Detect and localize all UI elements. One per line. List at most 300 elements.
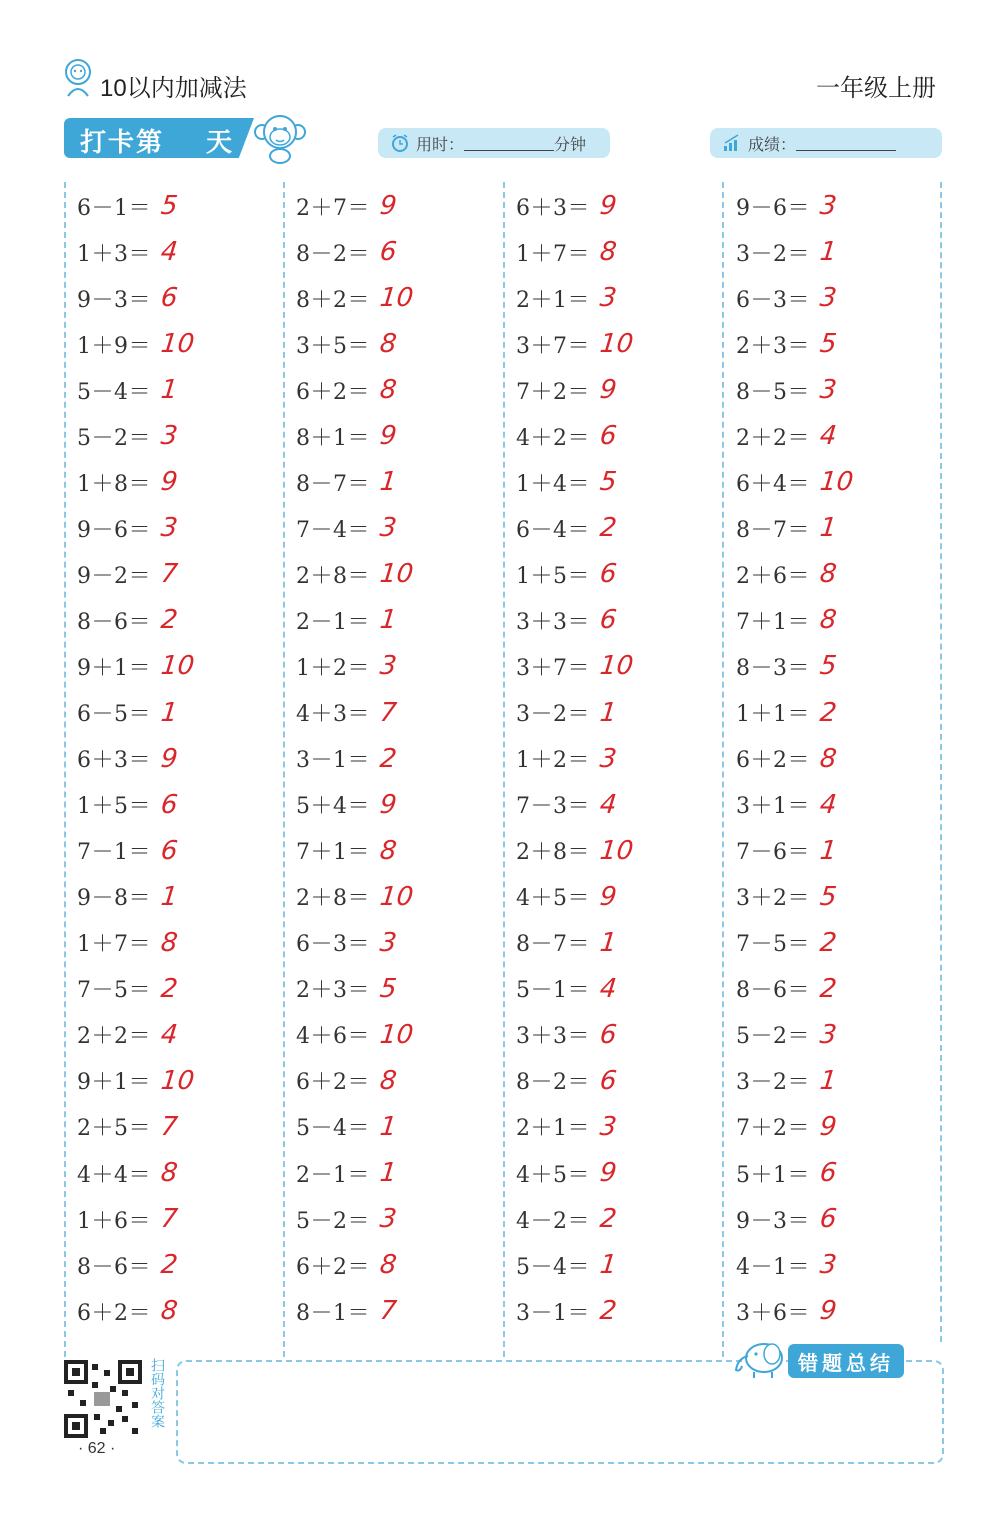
handwritten-answer[interactable]: 2: [818, 927, 839, 958]
problem-expression: 3＋3＝: [516, 609, 590, 635]
problem-row: [516, 229, 726, 275]
problem-row: [296, 782, 506, 828]
handwritten-answer[interactable]: 8: [378, 1250, 399, 1281]
problem-expression: 5＋1＝: [736, 1162, 810, 1188]
handwritten-answer[interactable]: 3: [818, 191, 839, 222]
problem-expression: 4＋5＝: [516, 1162, 590, 1188]
handwritten-answer[interactable]: 8: [818, 605, 839, 636]
handwritten-answer[interactable]: 7: [159, 1111, 180, 1142]
handwritten-answer[interactable]: 2: [598, 513, 619, 544]
handwritten-answer[interactable]: 8: [159, 1296, 180, 1327]
problem-expression: 2＋3＝: [296, 978, 370, 1004]
handwritten-answer[interactable]: 10: [598, 329, 635, 360]
problem-expression: 4－1＝: [736, 1254, 810, 1280]
handwritten-answer[interactable]: 8: [378, 835, 399, 866]
problem-expression: 9－8＝: [77, 886, 151, 912]
handwritten-answer[interactable]: 1: [159, 881, 180, 912]
handwritten-answer[interactable]: 1: [598, 697, 619, 728]
handwritten-answer[interactable]: 3: [378, 1204, 399, 1235]
problem-column-4: [736, 183, 946, 1334]
handwritten-answer[interactable]: 10: [818, 467, 855, 498]
problem-expression: 4＋6＝: [296, 1024, 370, 1050]
handwritten-answer[interactable]: 7: [159, 559, 180, 590]
problem-expression: 5－4＝: [516, 1254, 590, 1280]
scan-for-answers-label: 扫码对答案: [150, 1358, 166, 1428]
problem-expression: 4＋5＝: [516, 886, 590, 912]
book-title: 10以内加减法: [100, 75, 247, 102]
grade-label: 一年级上册: [816, 75, 936, 102]
problem-row: [516, 1058, 726, 1104]
problem-row: [296, 690, 506, 736]
handwritten-answer[interactable]: 1: [159, 375, 180, 406]
problem-row: [77, 782, 287, 828]
problem-expression: 1＋2＝: [516, 748, 590, 774]
problem-expression: 3＋2＝: [736, 886, 810, 912]
handwritten-answer[interactable]: 10: [159, 651, 196, 682]
problem-row: [77, 1104, 287, 1150]
problem-row: [736, 321, 946, 367]
problem-expression: 2＋5＝: [77, 1116, 151, 1142]
handwritten-answer[interactable]: 9: [818, 1111, 839, 1142]
handwritten-answer[interactable]: 1: [818, 237, 839, 268]
time-field[interactable]: [378, 128, 610, 158]
problem-row: [296, 597, 506, 643]
problem-row: [516, 966, 726, 1012]
problem-expression: 4－2＝: [516, 1208, 590, 1234]
problem-expression: 1＋5＝: [516, 563, 590, 589]
problem-row: [296, 321, 506, 367]
problem-row: [736, 229, 946, 275]
handwritten-answer[interactable]: 1: [818, 835, 839, 866]
problem-row: [296, 183, 506, 229]
problem-expression: 8－5＝: [736, 379, 810, 405]
problem-expression: 2＋1＝: [516, 287, 590, 313]
problem-row: [296, 367, 506, 413]
problem-expression: 7－5＝: [77, 978, 151, 1004]
problem-row: [736, 459, 946, 505]
handwritten-answer[interactable]: 9: [159, 467, 180, 498]
problem-column-2: [296, 183, 506, 1334]
handwritten-answer[interactable]: 2: [598, 1204, 619, 1235]
problem-row: [516, 551, 726, 597]
problem-expression: 7＋1＝: [736, 609, 810, 635]
problem-expression: 2＋2＝: [736, 425, 810, 451]
handwritten-answer[interactable]: 6: [818, 1158, 839, 1188]
problem-row: [736, 1058, 946, 1104]
problem-row: [516, 183, 726, 229]
problem-expression: 5＋4＝: [296, 794, 370, 820]
problem-expression: 1＋4＝: [516, 471, 590, 497]
problem-expression: 3＋5＝: [296, 333, 370, 359]
handwritten-answer[interactable]: 2: [818, 973, 839, 1004]
problem-expression: 6＋2＝: [77, 1300, 151, 1326]
problem-expression: 8＋1＝: [296, 425, 370, 451]
problem-expression: 1＋1＝: [736, 702, 810, 728]
problem-expression: 6＋2＝: [296, 1254, 370, 1280]
problem-row: [77, 321, 287, 367]
problem-expression: 6－3＝: [296, 932, 370, 958]
problem-row: [516, 321, 726, 367]
problem-expression: 8－1＝: [296, 1300, 370, 1326]
problem-expression: 6＋2＝: [296, 1070, 370, 1096]
day-label: 天: [206, 127, 233, 157]
problem-row: [296, 1288, 506, 1334]
handwritten-answer[interactable]: 5: [598, 467, 619, 498]
handwritten-answer[interactable]: 10: [378, 283, 415, 314]
handwritten-answer[interactable]: 6: [159, 283, 180, 314]
problem-expression: 3－2＝: [736, 241, 810, 267]
problem-row: [77, 597, 287, 643]
problem-row: [736, 1150, 946, 1196]
problem-expression: 9＋1＝: [77, 1070, 151, 1096]
problem-row: [736, 183, 946, 229]
monkey-mascot-icon: [252, 112, 310, 164]
time-blank[interactable]: [464, 136, 554, 151]
problem-expression: 5－2＝: [77, 425, 151, 451]
problem-expression: 1＋7＝: [516, 241, 590, 267]
problem-expression: 3＋3＝: [516, 1024, 590, 1050]
problem-expression: 4＋2＝: [516, 425, 590, 451]
problem-expression: 6＋2＝: [296, 379, 370, 405]
problem-expression: 3－2＝: [516, 702, 590, 728]
problem-row: [77, 1012, 287, 1058]
handwritten-answer[interactable]: 9: [598, 191, 619, 222]
handwritten-answer[interactable]: 6: [598, 1019, 619, 1050]
problem-row: [296, 275, 506, 321]
handwritten-answer[interactable]: 3: [159, 513, 180, 544]
problem-expression: 9－6＝: [736, 195, 810, 221]
handwritten-answer[interactable]: 6: [598, 605, 619, 636]
mistake-summary-label: 错题总结: [788, 1344, 904, 1378]
problem-row: [77, 828, 287, 874]
handwritten-answer[interactable]: 4: [818, 421, 839, 452]
problem-row: [77, 643, 287, 689]
handwritten-answer[interactable]: 1: [598, 927, 619, 958]
problem-row: [516, 1012, 726, 1058]
handwritten-answer[interactable]: 6: [159, 835, 180, 866]
problem-row: [736, 597, 946, 643]
problem-expression: 3＋7＝: [516, 333, 590, 359]
handwritten-answer[interactable]: 9: [818, 1296, 839, 1327]
handwritten-answer[interactable]: 2: [598, 1296, 619, 1327]
problem-expression: 6＋2＝: [736, 748, 810, 774]
problem-expression: 5－2＝: [736, 1024, 810, 1050]
checkin-label: 打卡第: [80, 127, 165, 157]
score-chart-icon: [722, 133, 742, 153]
problem-row: [77, 413, 287, 459]
problem-row: [296, 1058, 506, 1104]
problem-row: [736, 275, 946, 321]
handwritten-answer[interactable]: 8: [159, 927, 180, 958]
handwritten-answer[interactable]: 2: [818, 697, 839, 728]
handwritten-answer[interactable]: 6: [159, 789, 180, 820]
problem-expression: 3－1＝: [516, 1300, 590, 1326]
handwritten-answer[interactable]: 7: [159, 1204, 180, 1235]
qr-code-icon[interactable]: [64, 1360, 142, 1438]
time-label: 用时：: [416, 136, 465, 154]
problem-expression: 8－7＝: [736, 517, 810, 543]
handwritten-answer[interactable]: 8: [598, 237, 619, 268]
handwritten-answer[interactable]: 8: [378, 375, 399, 406]
handwritten-answer[interactable]: 9: [378, 789, 399, 820]
problem-expression: 7＋2＝: [736, 1116, 810, 1142]
problem-row: [516, 920, 726, 966]
problem-expression: 3＋1＝: [736, 794, 810, 820]
problem-row: [296, 551, 506, 597]
problem-row: [736, 1012, 946, 1058]
handwritten-answer[interactable]: 2: [378, 743, 399, 774]
handwritten-answer[interactable]: 5: [159, 191, 180, 222]
handwritten-answer[interactable]: 3: [598, 743, 619, 774]
handwritten-answer[interactable]: 1: [378, 467, 399, 498]
handwritten-answer[interactable]: 5: [818, 651, 839, 682]
handwritten-answer[interactable]: 1: [818, 513, 839, 544]
handwritten-answer[interactable]: 3: [378, 651, 399, 682]
handwritten-answer[interactable]: 9: [598, 881, 619, 912]
handwritten-answer[interactable]: 3: [378, 927, 399, 958]
problem-row: [516, 413, 726, 459]
problem-row: [516, 1196, 726, 1242]
problem-row: [77, 736, 287, 782]
handwritten-answer[interactable]: 1: [378, 1111, 399, 1142]
problem-row: [77, 367, 287, 413]
handwritten-answer[interactable]: 5: [818, 329, 839, 360]
problem-expression: 9－6＝: [77, 517, 151, 543]
problem-expression: 2－1＝: [296, 609, 370, 635]
handwritten-answer[interactable]: 10: [598, 651, 635, 682]
score-field[interactable]: [710, 128, 942, 158]
problem-expression: 8－3＝: [736, 655, 810, 681]
handwritten-answer[interactable]: 1: [378, 605, 399, 636]
problem-expression: 2＋8＝: [296, 886, 370, 912]
problem-row: [296, 1196, 506, 1242]
problem-expression: 2＋1＝: [516, 1116, 590, 1142]
problem-expression: 2＋3＝: [736, 333, 810, 359]
handwritten-answer[interactable]: 6: [378, 237, 399, 268]
alarm-clock-icon: [390, 133, 410, 153]
problem-row: [516, 597, 726, 643]
handwritten-answer[interactable]: 4: [598, 973, 619, 1004]
handwritten-answer[interactable]: 3: [598, 283, 619, 314]
problem-row: [77, 229, 287, 275]
handwritten-answer[interactable]: 8: [818, 559, 839, 590]
handwritten-answer[interactable]: 8: [159, 1158, 180, 1188]
handwritten-answer[interactable]: 4: [818, 789, 839, 820]
handwritten-answer[interactable]: 6: [598, 559, 619, 590]
handwritten-answer[interactable]: 3: [818, 1019, 839, 1050]
handwritten-answer[interactable]: 10: [159, 329, 196, 360]
problem-row: [296, 828, 506, 874]
problem-expression: 1＋6＝: [77, 1208, 151, 1234]
handwritten-answer[interactable]: 4: [598, 789, 619, 820]
problem-expression: 7－1＝: [77, 840, 151, 866]
handwritten-answer[interactable]: 2: [159, 1250, 180, 1281]
problem-row: [516, 828, 726, 874]
lion-logo-icon: [60, 58, 96, 98]
handwritten-answer[interactable]: 6: [818, 1204, 839, 1235]
handwritten-answer[interactable]: 6: [598, 421, 619, 452]
handwritten-answer[interactable]: 10: [598, 835, 635, 866]
handwritten-answer[interactable]: 8: [378, 1065, 399, 1096]
problem-expression: 7＋2＝: [516, 379, 590, 405]
handwritten-answer[interactable]: 7: [378, 1296, 399, 1327]
problem-row: [736, 1196, 946, 1242]
problem-row: [77, 275, 287, 321]
handwritten-answer[interactable]: 8: [378, 329, 399, 360]
handwritten-answer[interactable]: 3: [598, 1111, 619, 1142]
problem-row: [296, 736, 506, 782]
problem-expression: 2＋8＝: [296, 563, 370, 589]
problem-row: [77, 459, 287, 505]
problem-expression: 3＋6＝: [736, 1300, 810, 1326]
problem-row: [516, 1288, 726, 1334]
handwritten-answer[interactable]: 9: [598, 1158, 619, 1188]
handwritten-answer[interactable]: 9: [378, 191, 399, 222]
problem-expression: 8－2＝: [516, 1070, 590, 1096]
handwritten-answer[interactable]: 9: [378, 421, 399, 452]
handwritten-answer[interactable]: 7: [378, 697, 399, 728]
problem-row: [77, 505, 287, 551]
problem-expression: 6－1＝: [77, 195, 151, 221]
problem-row: [516, 459, 726, 505]
problem-row: [736, 413, 946, 459]
handwritten-answer[interactable]: 1: [818, 1065, 839, 1096]
problem-row: [296, 874, 506, 920]
problem-expression: 7－4＝: [296, 517, 370, 543]
handwritten-answer[interactable]: 10: [378, 559, 415, 590]
handwritten-answer[interactable]: 1: [378, 1158, 399, 1188]
problem-expression: 3－1＝: [296, 748, 370, 774]
problem-expression: 6－3＝: [736, 287, 810, 313]
problem-row: [736, 1104, 946, 1150]
problem-row: [736, 920, 946, 966]
problem-expression: 6＋3＝: [516, 195, 590, 221]
problem-row: [296, 413, 506, 459]
problem-expression: 7－3＝: [516, 794, 590, 820]
problem-expression: 6＋3＝: [77, 748, 151, 774]
problem-row: [516, 874, 726, 920]
problem-expression: 2＋7＝: [296, 195, 370, 221]
handwritten-answer[interactable]: 10: [159, 1065, 196, 1096]
problem-row: [296, 1104, 506, 1150]
problem-row: [516, 367, 726, 413]
problem-expression: 8－2＝: [296, 241, 370, 267]
page-number: · 62 ·: [78, 1440, 116, 1457]
problem-row: [736, 643, 946, 689]
problem-row: [516, 782, 726, 828]
problem-expression: 9＋1＝: [77, 655, 151, 681]
problem-row: [736, 1288, 946, 1334]
problem-row: [516, 505, 726, 551]
problem-expression: 7－5＝: [736, 932, 810, 958]
handwritten-answer[interactable]: 1: [159, 697, 180, 728]
problem-row: [736, 782, 946, 828]
problem-expression: 1＋5＝: [77, 794, 151, 820]
problem-expression: 8－7＝: [516, 932, 590, 958]
problem-expression: 2＋6＝: [736, 563, 810, 589]
problem-row: [736, 367, 946, 413]
problem-row: [77, 1288, 287, 1334]
handwritten-answer[interactable]: 8: [818, 743, 839, 774]
problem-row: [77, 1150, 287, 1196]
problem-row: [296, 920, 506, 966]
problem-expression: 5－4＝: [77, 379, 151, 405]
problem-row: [296, 229, 506, 275]
problem-expression: 5－2＝: [296, 1208, 370, 1234]
problem-row: [736, 828, 946, 874]
handwritten-answer[interactable]: 3: [378, 513, 399, 544]
handwritten-answer[interactable]: 10: [378, 1019, 415, 1050]
handwritten-answer[interactable]: 1: [598, 1250, 619, 1281]
handwritten-answer[interactable]: 3: [159, 421, 180, 452]
score-blank[interactable]: [796, 136, 896, 151]
problem-expression: 5－1＝: [516, 978, 590, 1004]
problem-row: [77, 920, 287, 966]
problem-expression: 9－2＝: [77, 563, 151, 589]
problem-row: [296, 1242, 506, 1288]
handwritten-answer[interactable]: 2: [159, 973, 180, 1004]
problem-row: [516, 643, 726, 689]
problem-expression: 8－7＝: [296, 471, 370, 497]
problem-row: [736, 1242, 946, 1288]
problem-row: [77, 966, 287, 1012]
handwritten-answer[interactable]: 4: [159, 1019, 180, 1050]
handwritten-answer[interactable]: 3: [818, 375, 839, 406]
elephant-mascot-icon: [732, 1336, 790, 1380]
problem-expression: 8－6＝: [736, 978, 810, 1004]
problem-row: [296, 966, 506, 1012]
handwritten-answer[interactable]: 5: [378, 973, 399, 1004]
handwritten-answer[interactable]: 9: [159, 743, 180, 774]
problem-row: [516, 1150, 726, 1196]
handwritten-answer[interactable]: 6: [598, 1065, 619, 1096]
time-unit: 分钟: [554, 136, 587, 154]
problem-column-1: [77, 183, 287, 1334]
handwritten-answer[interactable]: 4: [159, 237, 180, 268]
handwritten-answer[interactable]: 9: [598, 375, 619, 406]
problem-expression: 1＋3＝: [77, 241, 151, 267]
problem-row: [516, 736, 726, 782]
problem-row: [296, 1150, 506, 1196]
problem-expression: 1＋8＝: [77, 471, 151, 497]
problem-expression: 6＋4＝: [736, 471, 810, 497]
handwritten-answer[interactable]: 2: [159, 605, 180, 636]
problem-row: [77, 1242, 287, 1288]
problem-row: [296, 643, 506, 689]
problem-row: [77, 551, 287, 597]
problem-column-3: [516, 183, 726, 1334]
problem-expression: 2＋2＝: [77, 1024, 151, 1050]
problem-row: [736, 690, 946, 736]
problem-expression: 1＋7＝: [77, 932, 151, 958]
handwritten-answer[interactable]: 3: [818, 283, 839, 314]
problem-expression: 5－4＝: [296, 1116, 370, 1142]
problem-expression: 8－6＝: [77, 1254, 151, 1280]
problem-row: [516, 690, 726, 736]
problem-row: [736, 551, 946, 597]
problem-expression: 9－3＝: [77, 287, 151, 313]
problem-row: [736, 505, 946, 551]
handwritten-answer[interactable]: 10: [378, 881, 415, 912]
problem-row: [77, 874, 287, 920]
problem-expression: 9－3＝: [736, 1208, 810, 1234]
problem-row: [77, 1058, 287, 1104]
handwritten-answer[interactable]: 5: [818, 881, 839, 912]
problem-row: [296, 1012, 506, 1058]
problem-row: [77, 183, 287, 229]
handwritten-answer[interactable]: 3: [818, 1250, 839, 1281]
problem-expression: 3＋7＝: [516, 655, 590, 681]
